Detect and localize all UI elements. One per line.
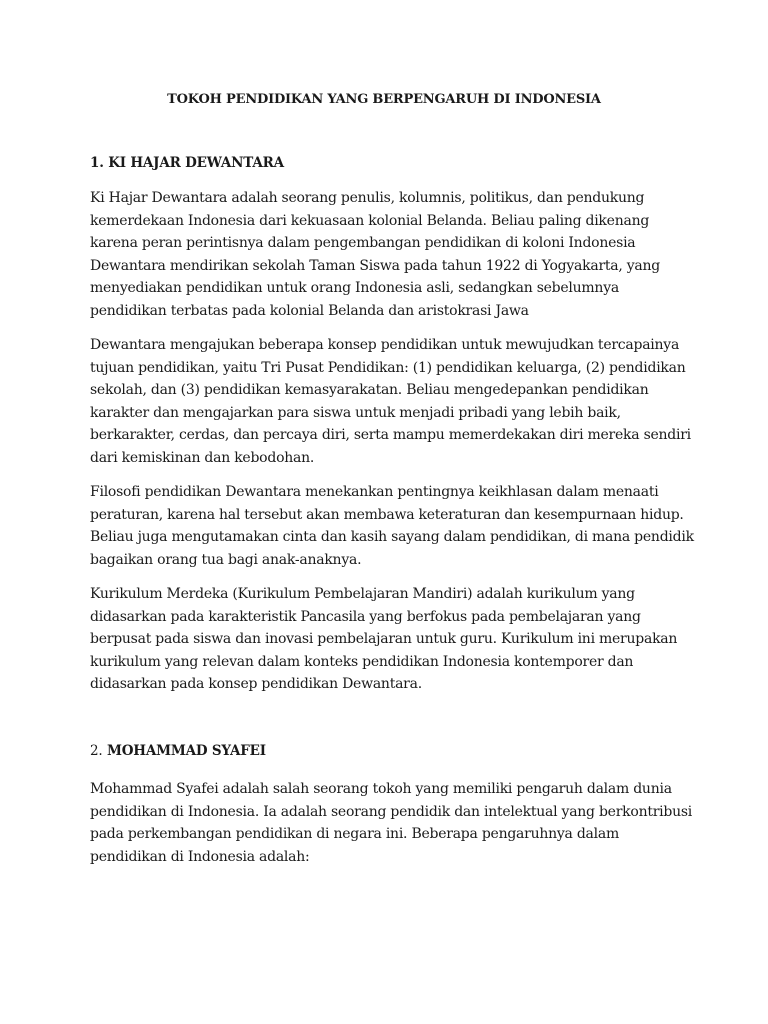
text-line: Dewantara mendirikan sekolah Taman Siswa pada tahun 1922 di Yogyakarta, yang <box>90 257 661 274</box>
text-line: karena peran perintisnya dalam pengembangan pendidikan di koloni Indonesia <box>90 235 636 251</box>
text-line: sekolah, dan (3) pendidikan kemasyarakatan. Beliau mengedepankan pendidikan <box>90 382 649 398</box>
text-line: Mohammad Syafei adalah salah seorang tokoh yang memiliki pengaruh dalam dunia <box>90 781 672 797</box>
document-title: TOKOH PENDIDIKAN YANG BERPENGARUH DI INDONESIA <box>167 92 601 107</box>
section-name: KI HAJAR DEWANTARA <box>108 155 284 171</box>
text-line: pendidikan di Indonesia adalah: <box>90 848 310 865</box>
text-line: kurikulum yang relevan dalam konteks pendidikan Indonesia kontemporer dan <box>90 653 634 670</box>
text-line: menyediakan pendidikan untuk orang Indonesia asli, sedangkan sebelumnya <box>90 280 619 296</box>
text-line: pada perkembangan pendidikan di negara ini. Beberapa pengaruhnya dalam <box>90 826 619 842</box>
text-line: Kurikulum Merdeka (Kurikulum Pembelajaran Mandiri) adalah kurikulum yang <box>90 586 635 602</box>
text-line: bagaikan orang tua bagi anak-anaknya. <box>90 551 362 568</box>
text-line: dari kemiskinan dan kebodohan. <box>90 449 315 466</box>
paragraph <box>90 778 693 868</box>
text-line: pendidikan terbatas pada kolonial Belanda dan aristokrasi Jawa <box>90 302 529 319</box>
text-line: Filosofi pendidikan Dewantara menekankan pentingnya keikhlasan dalam menaati <box>90 484 659 500</box>
text-line: didasarkan pada konsep pendidikan Dewantara. <box>90 676 422 692</box>
paragraph <box>90 481 694 571</box>
text-line: karakter dan mengajarkan para siswa untuk menjadi pribadi yang lebih baik, <box>90 404 621 421</box>
text-line: Dewantara mengajukan beberapa konsep pendidikan untuk mewujudkan tercapainya <box>90 337 680 353</box>
text-line: didasarkan pada karakteristik Pancasila yang berfokus pada pembelajaran yang <box>90 608 641 625</box>
section-heading-ki-hajar-dewantara <box>90 155 284 171</box>
text-line: Ki Hajar Dewantara adalah seorang penulis, kolumnis, politikus, dan pendukung <box>90 190 645 206</box>
section-number: 1. <box>90 155 104 171</box>
document-page <box>90 0 694 1024</box>
paragraph <box>90 334 691 469</box>
paragraph <box>90 583 680 696</box>
text-line: berpusat pada siswa dan inovasi pembelajaran untuk guru. Kurikulum ini merupakan <box>90 631 678 647</box>
paragraph <box>90 187 680 322</box>
section-heading-mohammad-syafei <box>90 743 266 759</box>
text-line: tujuan pendidikan, yaitu Tri Pusat Pendidikan: (1) pendidikan keluarga, (2) pendidikan <box>90 359 686 376</box>
text-line: berkarakter, cerdas, dan percaya diri, serta mampu memerdekakan diri mereka sendiri <box>90 427 691 443</box>
section-name: MOHAMMAD SYAFEI <box>106 743 266 759</box>
text-line: Beliau juga mengutamakan cinta dan kasih sayang dalam pendidikan, di mana pendidik <box>90 529 694 545</box>
section-number: 2. <box>90 743 103 759</box>
text-line: pendidikan di Indonesia. Ia adalah seorang pendidik dan intelektual yang berkontribusi <box>90 803 693 820</box>
text-line: kemerdekaan Indonesia dari kekuasaan kolonial Belanda. Beliau paling dikenang <box>90 212 650 229</box>
text-line: peraturan, karena hal tersebut akan membawa keteraturan dan kesempurnaan hidup. <box>90 506 684 523</box>
